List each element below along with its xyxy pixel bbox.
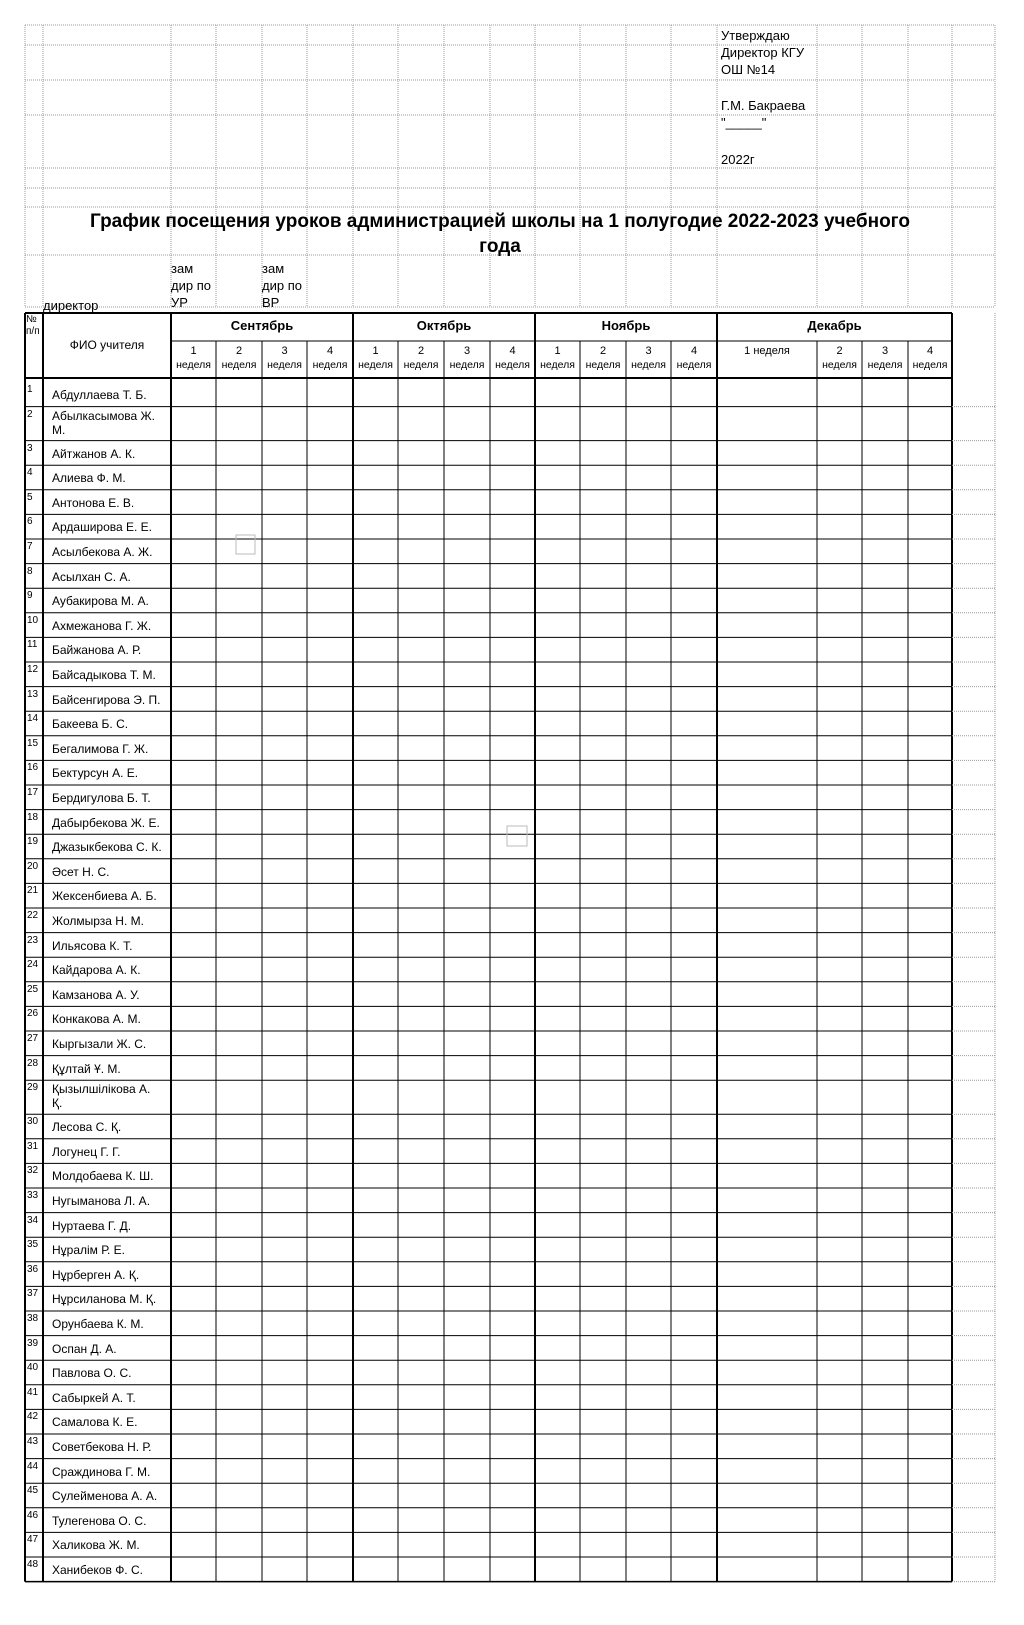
row-number-17: 17 xyxy=(27,787,39,798)
row-number-38: 38 xyxy=(27,1313,39,1324)
row-number-11: 11 xyxy=(27,639,38,651)
teacher-name-25: Камзанова А. У. xyxy=(52,987,140,1002)
role-director: директор xyxy=(43,298,99,313)
row-number-48: 48 xyxy=(27,1559,39,1570)
empty-box xyxy=(507,826,527,846)
teacher-name-8: Асылхан С. А. xyxy=(52,569,131,584)
row-number-40: 40 xyxy=(27,1362,39,1374)
week-header-3-3-num: 3 xyxy=(645,345,652,357)
teacher-name-23: Ильясова К. Т. xyxy=(52,938,133,953)
week-header-1-4-label: неделя xyxy=(312,359,348,371)
teacher-name-38: Орунбаева К. М. xyxy=(52,1317,144,1331)
teacher-name-48: Ханибеков Ф. С. xyxy=(52,1563,143,1577)
role-deputy-ur-1: зам xyxy=(171,261,194,276)
teacher-name-11: Байжанова А. Р. xyxy=(52,643,142,658)
teacher-name-1: Абдуллаева Т. Б. xyxy=(52,388,147,402)
row-number-37: 37 xyxy=(27,1288,39,1300)
teacher-name-16: Бектурсун А. Е. xyxy=(52,766,139,781)
month-header-4: Декабрь xyxy=(807,318,862,333)
teacher-name-17: Бердигулова Б. Т. xyxy=(52,791,151,805)
week-header-1-1-label: неделя xyxy=(176,359,211,371)
teacher-name-34: Нуртаева Г. Д. xyxy=(52,1218,132,1233)
row-number-3: 3 xyxy=(27,442,33,454)
teacher-name-7: Асылбекова А. Ж. xyxy=(52,545,153,559)
row-number-30: 30 xyxy=(27,1116,39,1128)
row-number-5: 5 xyxy=(27,491,33,503)
row-number-15: 15 xyxy=(27,737,39,749)
teacher-name-29: Қызылшілікова А. xyxy=(52,1082,151,1097)
row-number-44: 44 xyxy=(27,1460,39,1472)
teacher-name-2-cont: М. xyxy=(52,422,66,437)
role-deputy-vr-1: зам xyxy=(262,261,285,276)
week-header-3-1-label: неделя xyxy=(540,359,575,371)
week-header-3-2-num: 2 xyxy=(599,345,607,357)
week-header-2-4-num: 4 xyxy=(509,345,516,357)
row-number-24: 24 xyxy=(27,959,39,971)
row-number-8: 8 xyxy=(27,565,33,577)
teacher-name-27: Кыргызали Ж. С. xyxy=(52,1037,147,1051)
week-header-4-1-num: 1 неделя xyxy=(744,345,790,357)
teacher-name-13: Байсенгирова Э. П. xyxy=(52,692,161,707)
week-header-2-3-label: неделя xyxy=(449,359,485,371)
approval-signer: Г.М. Бакраева xyxy=(721,98,806,113)
row-number-22: 22 xyxy=(27,910,39,921)
row-number-13: 13 xyxy=(27,688,39,700)
num-header-1: № xyxy=(26,314,37,325)
approval-line-1: Утверждаю xyxy=(721,28,790,43)
approval-line-2: Директор КГУ xyxy=(721,45,805,60)
week-header-3-1-num: 1 xyxy=(554,345,561,357)
teacher-name-42: Самалова К. Е. xyxy=(52,1415,138,1430)
teacher-name-21: Жексенбиева А. Б. xyxy=(52,889,157,904)
teacher-name-20: Әсет Н. С. xyxy=(52,864,110,879)
fio-header: ФИО учителя xyxy=(69,338,145,352)
teacher-name-33: Нугыманова Л. А. xyxy=(52,1194,151,1208)
month-header-3: Ноябрь xyxy=(601,318,651,333)
approval-year: 2022г xyxy=(721,152,755,167)
teacher-name-19: Джазыкбекова С. К. xyxy=(52,840,162,855)
row-number-1: 1 xyxy=(27,384,33,395)
row-number-9: 9 xyxy=(27,590,33,602)
teacher-name-12: Байсадыкова Т. М. xyxy=(52,668,156,682)
teacher-name-22: Жолмырза Н. М. xyxy=(52,914,144,928)
month-header-2: Октябрь xyxy=(416,318,472,333)
row-number-29: 29 xyxy=(27,1082,39,1094)
teacher-name-26: Конкакова А. М. xyxy=(52,1012,141,1027)
row-number-27: 27 xyxy=(27,1033,39,1044)
teacher-name-14: Бакеева Б. С. xyxy=(52,717,129,732)
teacher-name-6: Ардаширова Е. Е. xyxy=(52,520,153,535)
row-number-2: 2 xyxy=(27,408,33,420)
week-header-3-4-num: 4 xyxy=(690,345,698,357)
row-number-23: 23 xyxy=(27,934,39,946)
week-header-3-4-label: неделя xyxy=(676,359,712,371)
teacher-name-31: Логунец Г. Г. xyxy=(52,1144,121,1159)
approval-date-marks: "_____" xyxy=(721,115,767,130)
teacher-name-29-cont: Қ. xyxy=(52,1096,63,1111)
row-number-25: 25 xyxy=(27,983,39,995)
week-header-1-1-num: 1 xyxy=(190,345,197,357)
row-number-7: 7 xyxy=(27,541,33,552)
week-header-1-2-label: неделя xyxy=(221,359,257,371)
week-header-4-3-label: неделя xyxy=(867,359,903,371)
row-number-19: 19 xyxy=(27,836,39,848)
row-number-35: 35 xyxy=(27,1239,39,1251)
page-title-line-2: года xyxy=(479,236,521,257)
row-number-46: 46 xyxy=(27,1509,39,1521)
teacher-name-4: Алиева Ф. М. xyxy=(52,471,126,486)
empty-box xyxy=(236,535,255,554)
row-number-12: 12 xyxy=(27,664,39,675)
teacher-name-24: Кайдарова А. К. xyxy=(52,963,141,978)
teacher-name-5: Антонова Е. В. xyxy=(52,495,135,510)
week-header-4-4-num: 4 xyxy=(926,345,934,357)
row-number-47: 47 xyxy=(27,1534,39,1546)
teacher-name-37: Нұрсиланова М. Қ. xyxy=(52,1292,157,1307)
week-header-4-2-label: неделя xyxy=(822,359,857,371)
teacher-name-15: Бегалимова Г. Ж. xyxy=(52,741,149,756)
row-number-18: 18 xyxy=(27,811,39,823)
row-number-16: 16 xyxy=(27,762,39,774)
page-title-line-1: График посещения уроков администрацией школы на 1 полугодие 2022-2023 учебного xyxy=(90,211,910,232)
week-header-2-3-num: 3 xyxy=(463,345,471,357)
teacher-name-39: Оспан Д. А. xyxy=(52,1341,117,1356)
teacher-name-10: Ахмежанова Г. Ж. xyxy=(52,618,152,633)
row-number-42: 42 xyxy=(27,1411,39,1423)
teacher-name-45: Сулейменова А. А. xyxy=(52,1489,158,1504)
week-header-2-2-label: неделя xyxy=(403,359,439,371)
week-header-4-3-num: 3 xyxy=(881,345,889,357)
week-header-2-1-label: неделя xyxy=(358,359,393,371)
row-number-41: 41 xyxy=(27,1386,39,1398)
row-number-10: 10 xyxy=(27,614,39,626)
row-number-39: 39 xyxy=(27,1337,39,1349)
approval-line-3: ОШ №14 xyxy=(721,62,776,77)
teacher-name-18: Дабырбекова Ж. Е. xyxy=(52,815,160,830)
teacher-name-30: Лесова С. Қ. xyxy=(52,1120,122,1135)
teacher-name-44: Сраждинова Г. М. xyxy=(52,1464,151,1479)
row-number-21: 21 xyxy=(27,885,39,897)
week-header-1-3-label: неделя xyxy=(267,359,302,371)
teacher-name-2: Абылкасымова Ж. xyxy=(52,408,155,423)
teacher-name-32: Молдобаева К. Ш. xyxy=(52,1169,154,1184)
role-deputy-vr-2: дир по xyxy=(262,278,302,293)
row-number-26: 26 xyxy=(27,1008,39,1020)
week-header-2-1-num: 1 xyxy=(372,345,379,357)
teacher-name-35: Нұралім Р. Е. xyxy=(52,1243,126,1258)
row-number-45: 45 xyxy=(27,1485,39,1497)
row-number-28: 28 xyxy=(27,1057,39,1069)
row-number-36: 36 xyxy=(27,1263,39,1275)
week-header-1-4-num: 4 xyxy=(326,345,334,357)
role-deputy-vr-3: ВР xyxy=(262,295,280,310)
row-number-20: 20 xyxy=(27,860,39,872)
row-number-34: 34 xyxy=(27,1214,39,1226)
role-deputy-ur-3: УР xyxy=(171,295,188,310)
num-header-2: п/п xyxy=(26,326,40,337)
teacher-name-46: Тулегенова О. С. xyxy=(52,1513,147,1528)
row-number-14: 14 xyxy=(27,713,39,725)
week-header-4-2-num: 2 xyxy=(836,345,843,357)
row-number-43: 43 xyxy=(27,1436,39,1447)
teacher-name-3: Айтжанов А. К. xyxy=(52,446,136,461)
teacher-name-40: Павлова О. С. xyxy=(52,1366,132,1381)
week-header-3-3-label: неделя xyxy=(631,359,666,371)
teacher-name-28: Құлтай Ұ. М. xyxy=(52,1061,121,1076)
week-header-1-3-num: 3 xyxy=(281,345,288,357)
week-header-1-2-num: 2 xyxy=(235,345,243,357)
teacher-name-47: Халикова Ж. М. xyxy=(52,1538,140,1553)
row-number-4: 4 xyxy=(27,467,33,479)
teacher-name-41: Сабыркей А. Т. xyxy=(52,1390,136,1405)
week-header-4-4-label: неделя xyxy=(912,359,948,371)
row-number-32: 32 xyxy=(27,1165,39,1177)
role-deputy-ur-2: дир по xyxy=(171,278,211,293)
week-header-2-4-label: неделя xyxy=(495,359,530,371)
row-number-6: 6 xyxy=(27,516,33,528)
row-number-31: 31 xyxy=(27,1140,39,1152)
month-header-1: Сентябрь xyxy=(230,318,294,333)
week-header-3-2-label: неделя xyxy=(585,359,621,371)
row-number-33: 33 xyxy=(27,1190,39,1201)
teacher-name-9: Аубакирова М. А. xyxy=(52,594,149,609)
week-header-2-2-num: 2 xyxy=(417,345,425,357)
teacher-name-36: Нұрберген А. Қ. xyxy=(52,1267,140,1282)
teacher-name-43: Советбекова Н. Р. xyxy=(52,1440,152,1454)
